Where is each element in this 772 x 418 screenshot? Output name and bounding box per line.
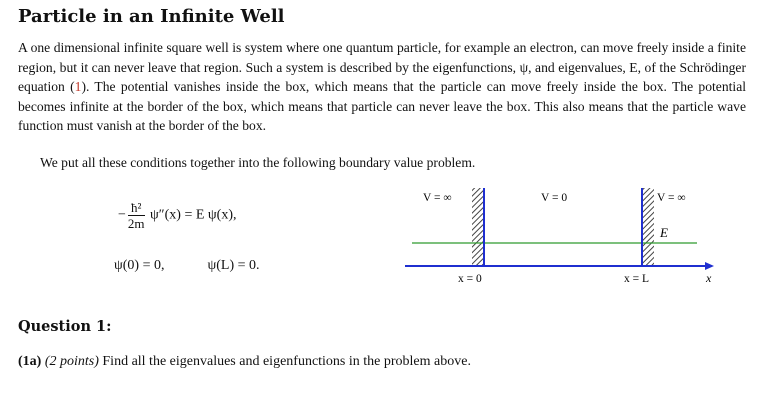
energy-label: E (660, 225, 668, 240)
x-axis-arrow-icon (705, 262, 714, 270)
left-wall-hatch (472, 188, 484, 266)
fraction-numerator: ħ² (128, 200, 145, 216)
boundary-condition-right: ψ(L) = 0. (207, 258, 260, 273)
points-label: (2 points) (44, 354, 99, 369)
bvp-intro-line: We put all these conditions together into the following boundary value problem. (40, 155, 476, 170)
x0-label: x = 0 (458, 273, 482, 285)
boundary-condition-left: ψ(0) = 0, (114, 258, 165, 273)
intro-text-cont: ). The potential vanishes inside the box, which means that the particle can move freely inside the box. The potential becomes infinite at the border of the box, which means that particle can never leave the box. This also means that the particle wave function must vanish at the border of the box. (18, 79, 747, 133)
x-axis-label: x (706, 271, 712, 285)
question-heading: Question 1: (18, 318, 112, 335)
minus-sign: − (118, 207, 126, 223)
part-label: (1a) (18, 354, 42, 369)
right-wall-hatch (642, 188, 654, 266)
v-left-label: V = ∞ (423, 192, 452, 204)
equation-rhs: ψ″(x) = E ψ(x), (150, 207, 237, 223)
question-part-1a (18, 354, 471, 370)
question-text: Find all the eigenvalues and eigenfunctions in the problem above. (102, 354, 471, 369)
equation-reference-link[interactable]: 1 (74, 79, 82, 94)
xL-label: x = L (624, 273, 650, 285)
fraction-denominator: 2m (127, 216, 145, 231)
v-mid-label: V = 0 (541, 192, 568, 204)
intro-text: A one dimensional infinite square well is system where one quantum particle, for example an electron, can move freely inside a finite region, but it can never leave that region. Such a system is described by the eigenfunctions, ψ, and eigenvalues, E, of the Schrödinger equation ( (18, 40, 746, 94)
section-title: Particle in an Infinite Well (18, 6, 285, 27)
v-right-label: V = ∞ (657, 192, 686, 204)
